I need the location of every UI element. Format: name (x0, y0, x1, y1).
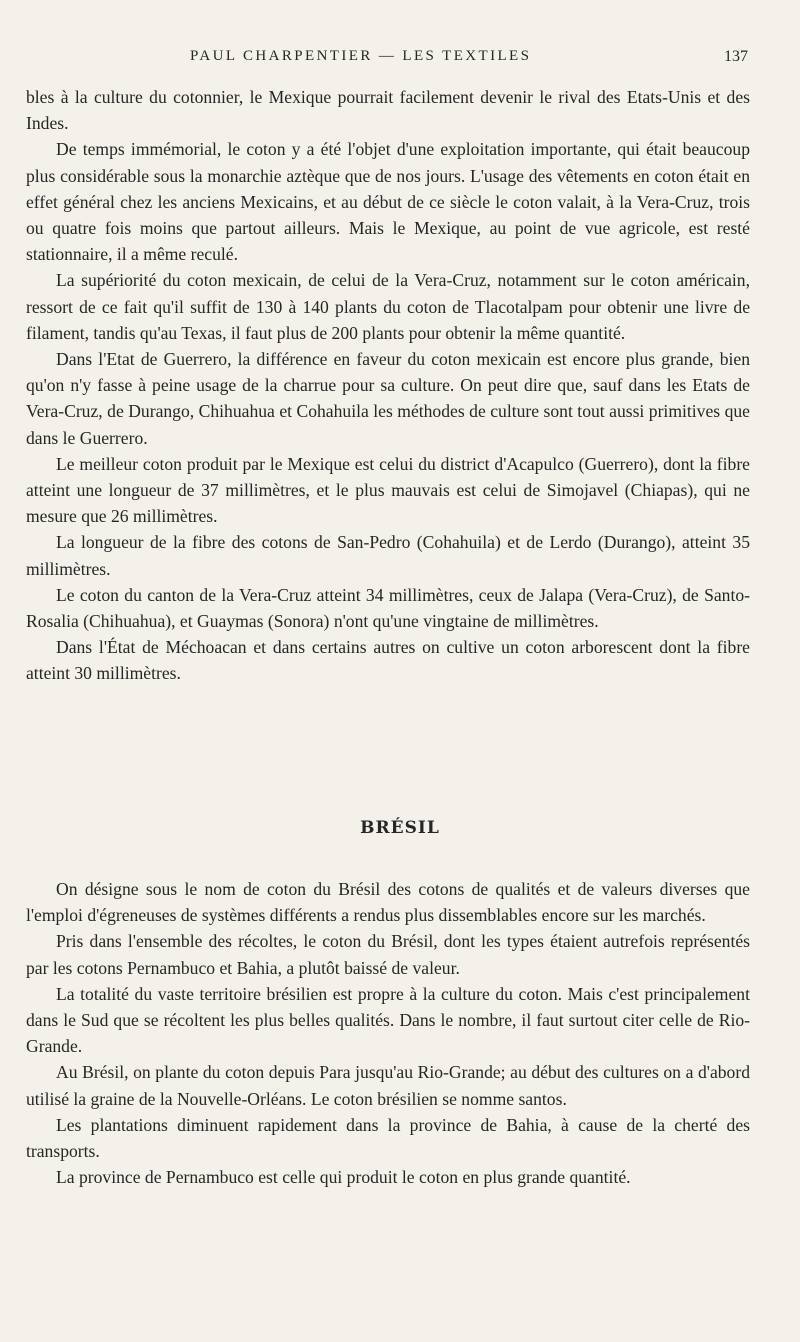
paragraph: Pris dans l'ensemble des récoltes, le coton du Brésil, dont les types étaient autrefois représentés par les cotons Pernambuco et Bahia, a plutôt baissé de valeur. (26, 931, 750, 978)
bresil-text-block (26, 876, 750, 1190)
paragraph: Dans l'Etat de Guerrero, la différence en faveur du coton mexicain est encore plus grande, bien qu'on n'y fasse à peine usage de la charrue pour sa culture. On peut dire que, sauf dans les Etats de Vera-Cruz, de Durango, Chihuahua et Cohahuila les méthodes de culture sont tout aussi primitives que dans le Guerrero. (26, 349, 750, 448)
paragraph: Le coton du canton de la Vera-Cruz atteint 34 millimètres, ceux de Jalapa (Vera-Cruz), de Santo-Rosalia (Chihuahua), et Guaymas (Sonora) n'ont qu'une vingtaine de millimètres. (26, 584, 750, 632)
paragraph: Le meilleur coton produit par le Mexique est celui du district d'Acapulco (Guerrero), dont la fibre atteint une longueur de 37 millimètres, et le plus mauvais est celui de Simojavel (Chiapas), qui ne mesure que 26 millimètres. (26, 453, 750, 527)
page-number: 137 (724, 48, 748, 65)
paragraph: On désigne sous le nom de coton du Brésil des cotons de qualités et de valeurs diverses que l'emploi d'égreneuses de systèmes différents a rendus plus dissemblables encore sur les marchés. (26, 879, 750, 926)
paragraph: Dans l'État de Méchoacan et dans certains autres on cultive un coton arborescent dont la fibre atteint 30 millimètres. (26, 637, 750, 684)
paragraph: La longueur de la fibre des cotons de San-Pedro (Cohahuila) et de Lerdo (Durango), atteint 35 millimètres. (26, 532, 750, 579)
section-heading-bresil: BRÉSIL (360, 818, 440, 838)
paragraph: De temps immémorial, le coton y a été l'objet d'une exploitation importante, qui était beaucoup plus considérable sous la monarchie aztèque que de nos jours. L'usage des vêtements en coton était en effet général chez les anciens Mexicains, et au début de ce siècle le coton valait, à la Vera-Cruz, trois ou quatre fois moins que partout ailleurs. Mais le Mexique, au point de vue agricole, est resté stationnaire, il a même reculé. (26, 139, 750, 265)
paragraph: La totalité du vaste territoire brésilien est propre à la culture du coton. Mais c'est principalement dans le Sud que se récoltent les plus belles qualités. Dans le nombre, il faut surtout citer celle de Rio-Grande. (26, 983, 750, 1057)
paragraph: Les plantations diminuent rapidement dans la province de Bahia, à cause de la cherté des transports. (26, 1114, 750, 1162)
paragraph: Au Brésil, on plante du coton depuis Para jusqu'au Rio-Grande; au début des cultures on a d'abord utilisé la graine de la Nouvelle-Orléans. Le coton brésilien se nomme santos. (26, 1062, 750, 1109)
running-title: PAUL CHARPENTIER — LES TEXTILES (190, 48, 532, 64)
mexico-text-block (26, 84, 750, 687)
running-header (0, 48, 800, 72)
paragraph: La province de Pernambuco est celle qui produit le coton en plus grande quantité. (56, 1167, 631, 1188)
paragraph-continuation: bles à la culture du cotonnier, le Mexique pourrait facilement devenir le rival des Etats-Unis et des Indes. (26, 87, 750, 134)
paragraph: La supériorité du coton mexicain, de celui de la Vera-Cruz, notamment sur le coton américain, ressort de ce fait qu'il suffit de 130 à 140 plants du coton de Tlacotalpam pour obtenir une livre de filament, tandis qu'au Texas, il faut plus de 200 plants pour obtenir la même quantité. (26, 270, 750, 343)
